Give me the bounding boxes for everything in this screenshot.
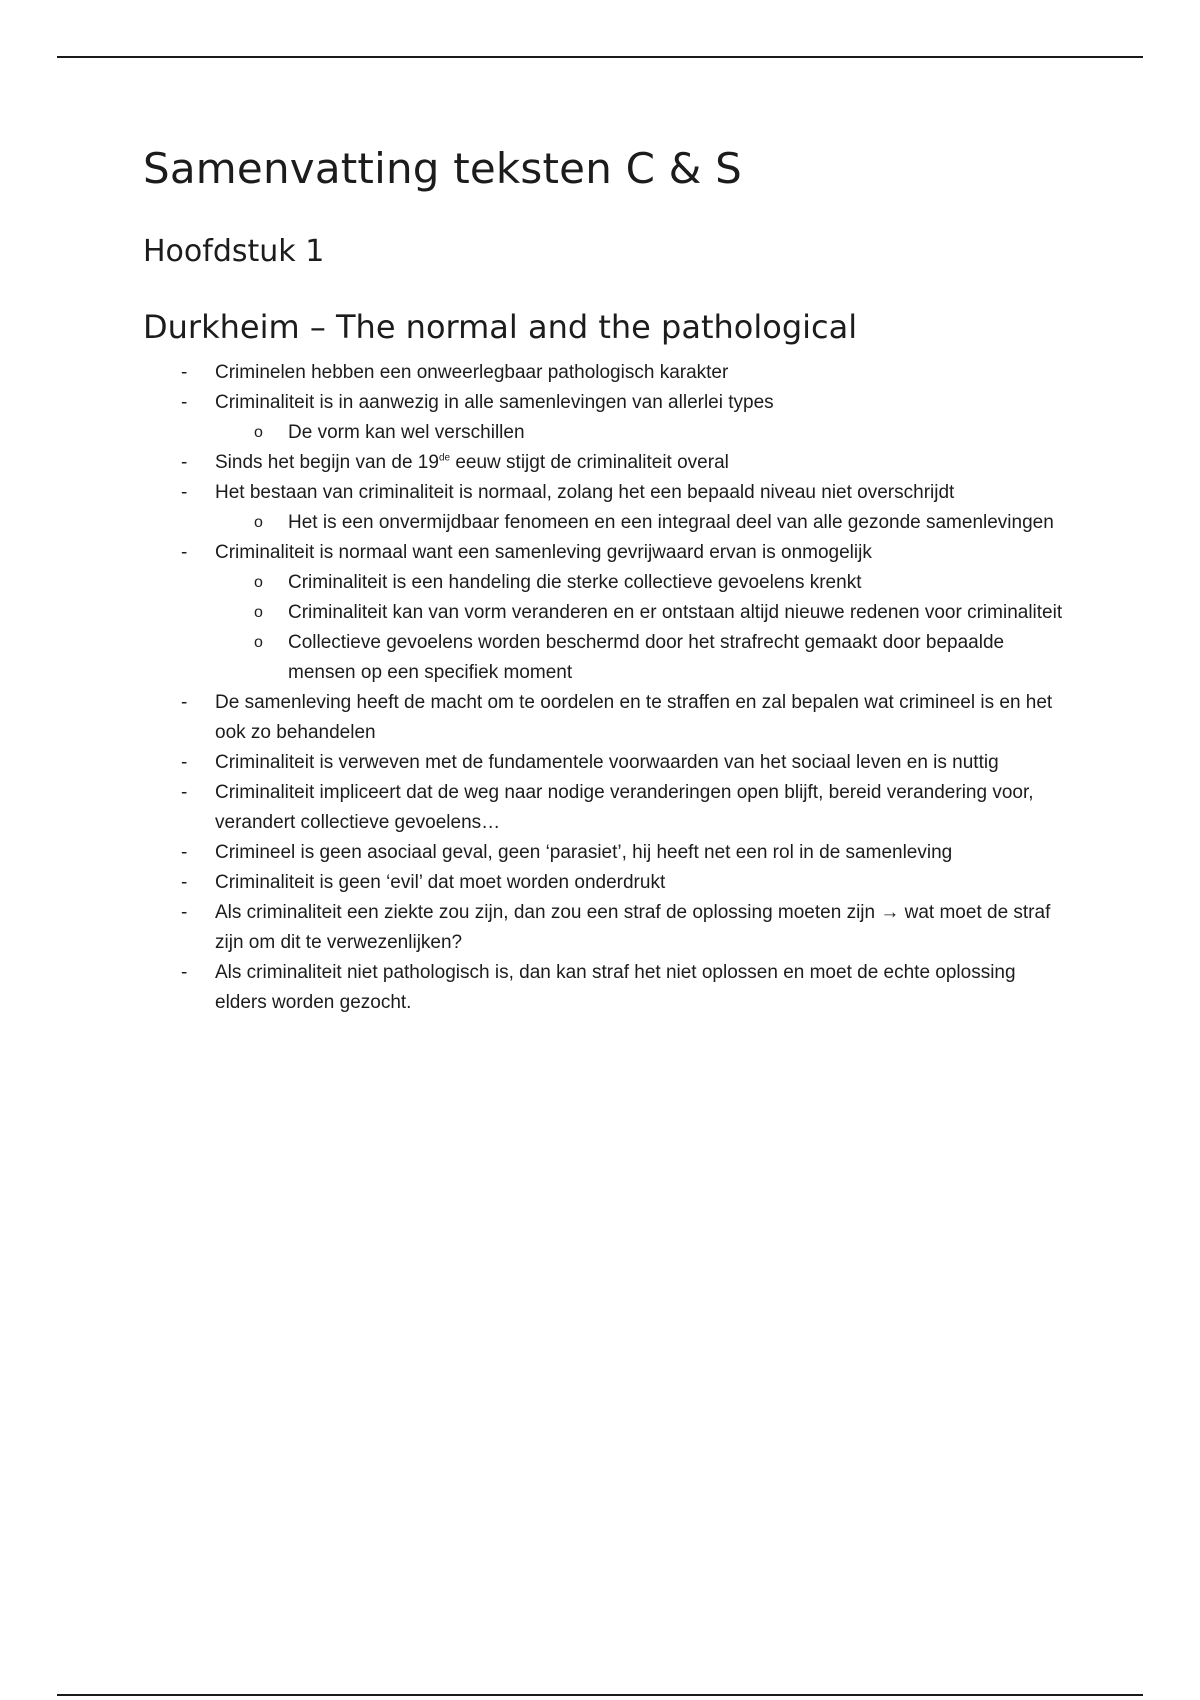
dash-bullet-marker: -	[181, 842, 188, 863]
list-item	[143, 388, 1063, 418]
dash-bullet-marker: -	[181, 872, 188, 893]
list-item-text: Criminaliteit is verweven met de fundamentele voorwaarden van het sociaal leven en is nuttig	[215, 752, 999, 773]
list-item-text: Criminaliteit is een handeling die sterke collectieve gevoelens krenkt	[288, 572, 862, 593]
section-heading: Durkheim – The normal and the pathological	[143, 308, 858, 346]
sub-list-item	[143, 508, 1063, 538]
list-item-text: Criminelen hebben een onweerlegbaar pathologisch karakter	[215, 362, 729, 383]
list-item	[143, 688, 1063, 748]
footer-rule	[57, 1694, 1143, 1696]
dash-bullet-marker: -	[181, 362, 188, 383]
dash-bullet-marker: -	[181, 392, 188, 413]
list-item-text: Het bestaan van criminaliteit is normaal, zolang het een bepaald niveau niet overschrijdt	[215, 482, 955, 503]
list-item-text: Het is een onvermijdbaar fenomeen en een integraal deel van alle gezonde samenlevingen	[288, 512, 1054, 533]
list-item-text: Crimineel is geen asociaal geval, geen ‘parasiet’, hij heeft net een rol in de samenleving	[215, 842, 953, 863]
dash-bullet-marker: -	[181, 692, 188, 713]
circle-bullet-marker: o	[254, 424, 263, 441]
circle-bullet-marker: o	[254, 634, 263, 651]
document-title: Samenvatting teksten C & S	[143, 144, 743, 193]
sub-list-item	[143, 598, 1063, 628]
list-item-text: De samenleving heeft de macht om te oordelen en te straffen en zal bepalen wat crimineel is en het ook zo behandelen	[215, 692, 1053, 743]
list-item	[143, 358, 1063, 388]
list-item-text: Criminaliteit impliceert dat de weg naar nodige veranderingen open blijft, bereid verandering voor, verandert collectieve gevoelens…	[215, 782, 1034, 833]
list-item	[143, 898, 1063, 958]
sub-list-item	[143, 628, 1063, 688]
dash-bullet-marker: -	[181, 962, 188, 983]
header-rule	[57, 56, 1143, 58]
list-item	[143, 478, 1063, 508]
list-item-text: Sinds het begijn van de 19de eeuw stijgt de criminaliteit overal	[215, 452, 729, 473]
sub-list-item	[143, 418, 1063, 448]
dash-bullet-marker: -	[181, 542, 188, 563]
sub-list-item	[143, 568, 1063, 598]
list-item-text: Als criminaliteit een ziekte zou zijn, dan zou een straf de oplossing moeten zijn → wat moet de straf zijn om dit te verwezenlijken?	[215, 902, 1051, 953]
list-item-text: De vorm kan wel verschillen	[288, 422, 525, 443]
bullet-list	[143, 358, 1063, 1018]
circle-bullet-marker: o	[254, 604, 263, 621]
circle-bullet-marker: o	[254, 514, 263, 531]
list-item-text: Als criminaliteit niet pathologisch is, dan kan straf het niet oplossen en moet de echte oplossing elders worden gezocht.	[215, 962, 1016, 1013]
list-item	[143, 538, 1063, 568]
circle-bullet-marker: o	[254, 574, 263, 591]
chapter-heading: Hoofdstuk 1	[143, 234, 325, 269]
list-item-text: Criminaliteit is geen ‘evil’ dat moet worden onderdrukt	[215, 872, 666, 893]
dash-bullet-marker: -	[181, 482, 188, 503]
list-item	[143, 448, 1063, 478]
dash-bullet-marker: -	[181, 452, 188, 473]
list-item	[143, 778, 1063, 838]
list-item-text: Criminaliteit kan van vorm veranderen en er ontstaan altijd nieuwe redenen voor criminaliteit	[288, 602, 1063, 623]
list-item	[143, 868, 1063, 898]
ordinal-superscript: de	[438, 452, 451, 464]
list-item	[143, 958, 1063, 1018]
list-item-text: Collectieve gevoelens worden beschermd door het strafrecht gemaakt door bepaalde mensen op een specifiek moment	[288, 632, 1005, 683]
list-item	[143, 838, 1063, 868]
list-item-text: Criminaliteit is in aanwezig in alle samenlevingen van allerlei types	[215, 392, 774, 413]
list-item	[143, 748, 1063, 778]
dash-bullet-marker: -	[181, 752, 188, 773]
document-body	[143, 140, 1063, 1018]
dash-bullet-marker: -	[181, 902, 188, 923]
list-item-text: Criminaliteit is normaal want een samenleving gevrijwaard ervan is onmogelijk	[215, 542, 872, 563]
dash-bullet-marker: -	[181, 782, 188, 803]
